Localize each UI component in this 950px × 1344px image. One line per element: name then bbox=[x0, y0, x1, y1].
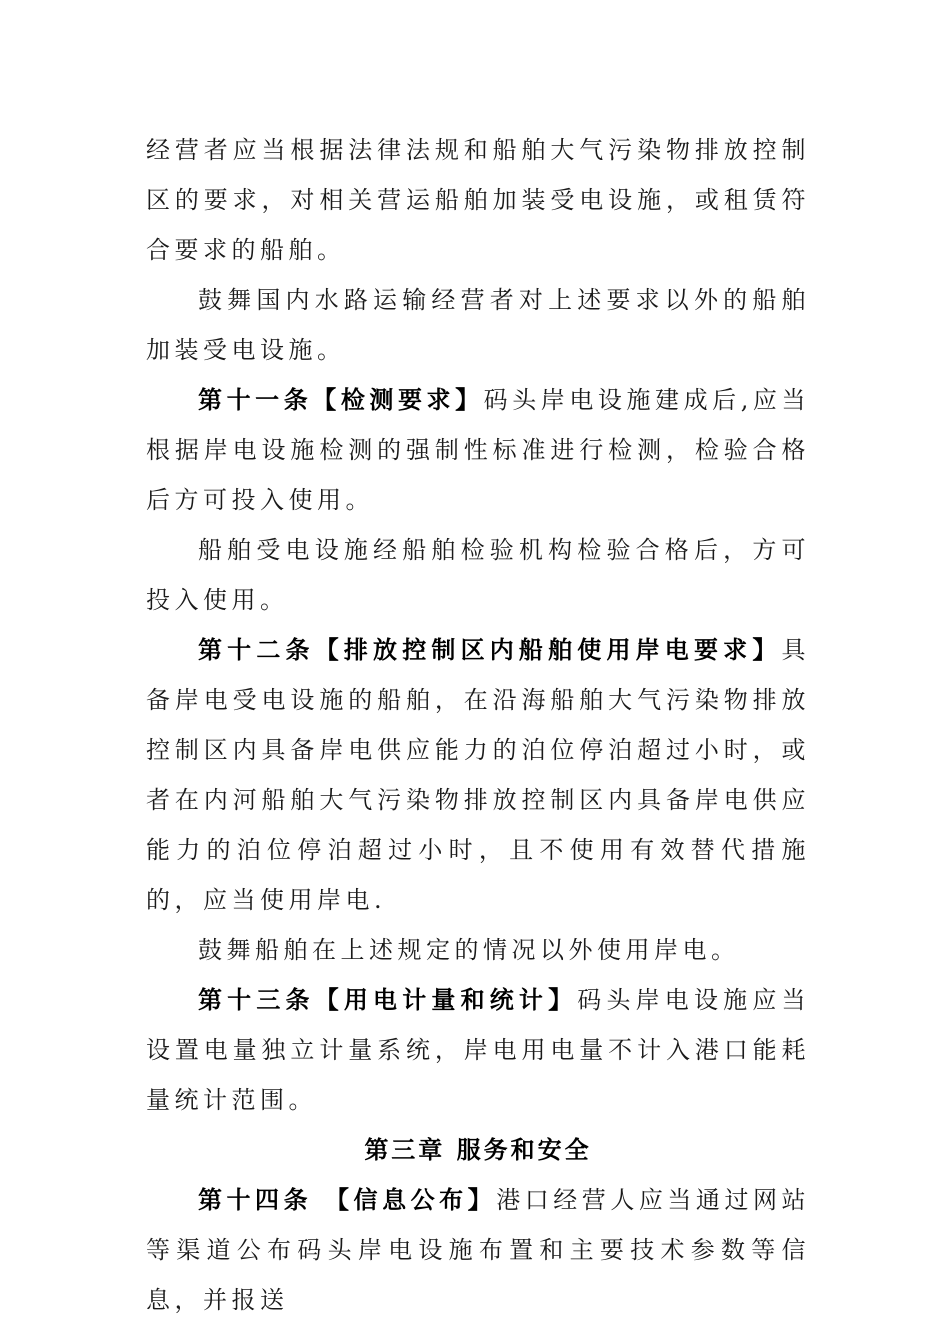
paragraph-text: 经营者应当根据法律法规和船舶大气污染物排放控制区的要求，对相关营运船舶加装受电设施，或租赁符合要求的船舶。 bbox=[146, 136, 810, 264]
chapter-title: 第三章 服务和安全 bbox=[364, 1136, 592, 1164]
paragraph-text: 鼓舞船舶在上述规定的情况以外使用岸电。 bbox=[198, 936, 740, 964]
paragraph-continuation bbox=[146, 125, 810, 275]
article-12 bbox=[146, 625, 810, 925]
paragraph-text: 鼓舞国内水路运输经营者对上述要求以外的船舶加装受电设施。 bbox=[146, 286, 810, 364]
paragraph-ship-inspection bbox=[146, 525, 810, 625]
article-text: 码头岸电设施应当设置电量独立计量系统，岸电用电量不计入港口能耗量统计范围。 bbox=[146, 986, 811, 1114]
article-heading: 第十二条【排放控制区内船舶使用岸电要求】 bbox=[198, 635, 782, 664]
article-heading: 第十三条【用电计量和统计】 bbox=[198, 985, 578, 1014]
paragraph-text: 船舶受电设施经船舶检验机构检验合格后，方可投入使用。 bbox=[146, 536, 810, 614]
article-11 bbox=[146, 375, 810, 525]
article-text: 港口经营人应当通过网站等渠道公布码头岸电设施布置和主要技术参数等信息，并报送 bbox=[146, 1186, 811, 1314]
article-14 bbox=[146, 1175, 810, 1325]
article-heading: 第十一条【检测要求】 bbox=[198, 385, 484, 414]
document-body bbox=[146, 125, 810, 1325]
article-13 bbox=[146, 975, 810, 1125]
article-text: 具备岸电受电设施的船舶，在沿海船舶大气污染物排放控制区内具备岸电供应能力的泊位停泊超过小时，或者在内河船舶大气污染物排放控制区内具备岸电供应能力的泊位停泊超过小时，且不使用有效替代措施的，应当使用岸电. bbox=[146, 636, 810, 914]
article-heading: 第十四条 【信息公布】 bbox=[198, 1185, 497, 1214]
paragraph-encourage-operators bbox=[146, 275, 810, 375]
article-text: 码头岸电设施建成后,应当根据岸电设施检测的强制性标准进行检测，检验合格后方可投入使用。 bbox=[146, 386, 810, 514]
paragraph-encourage-ships bbox=[146, 925, 810, 975]
